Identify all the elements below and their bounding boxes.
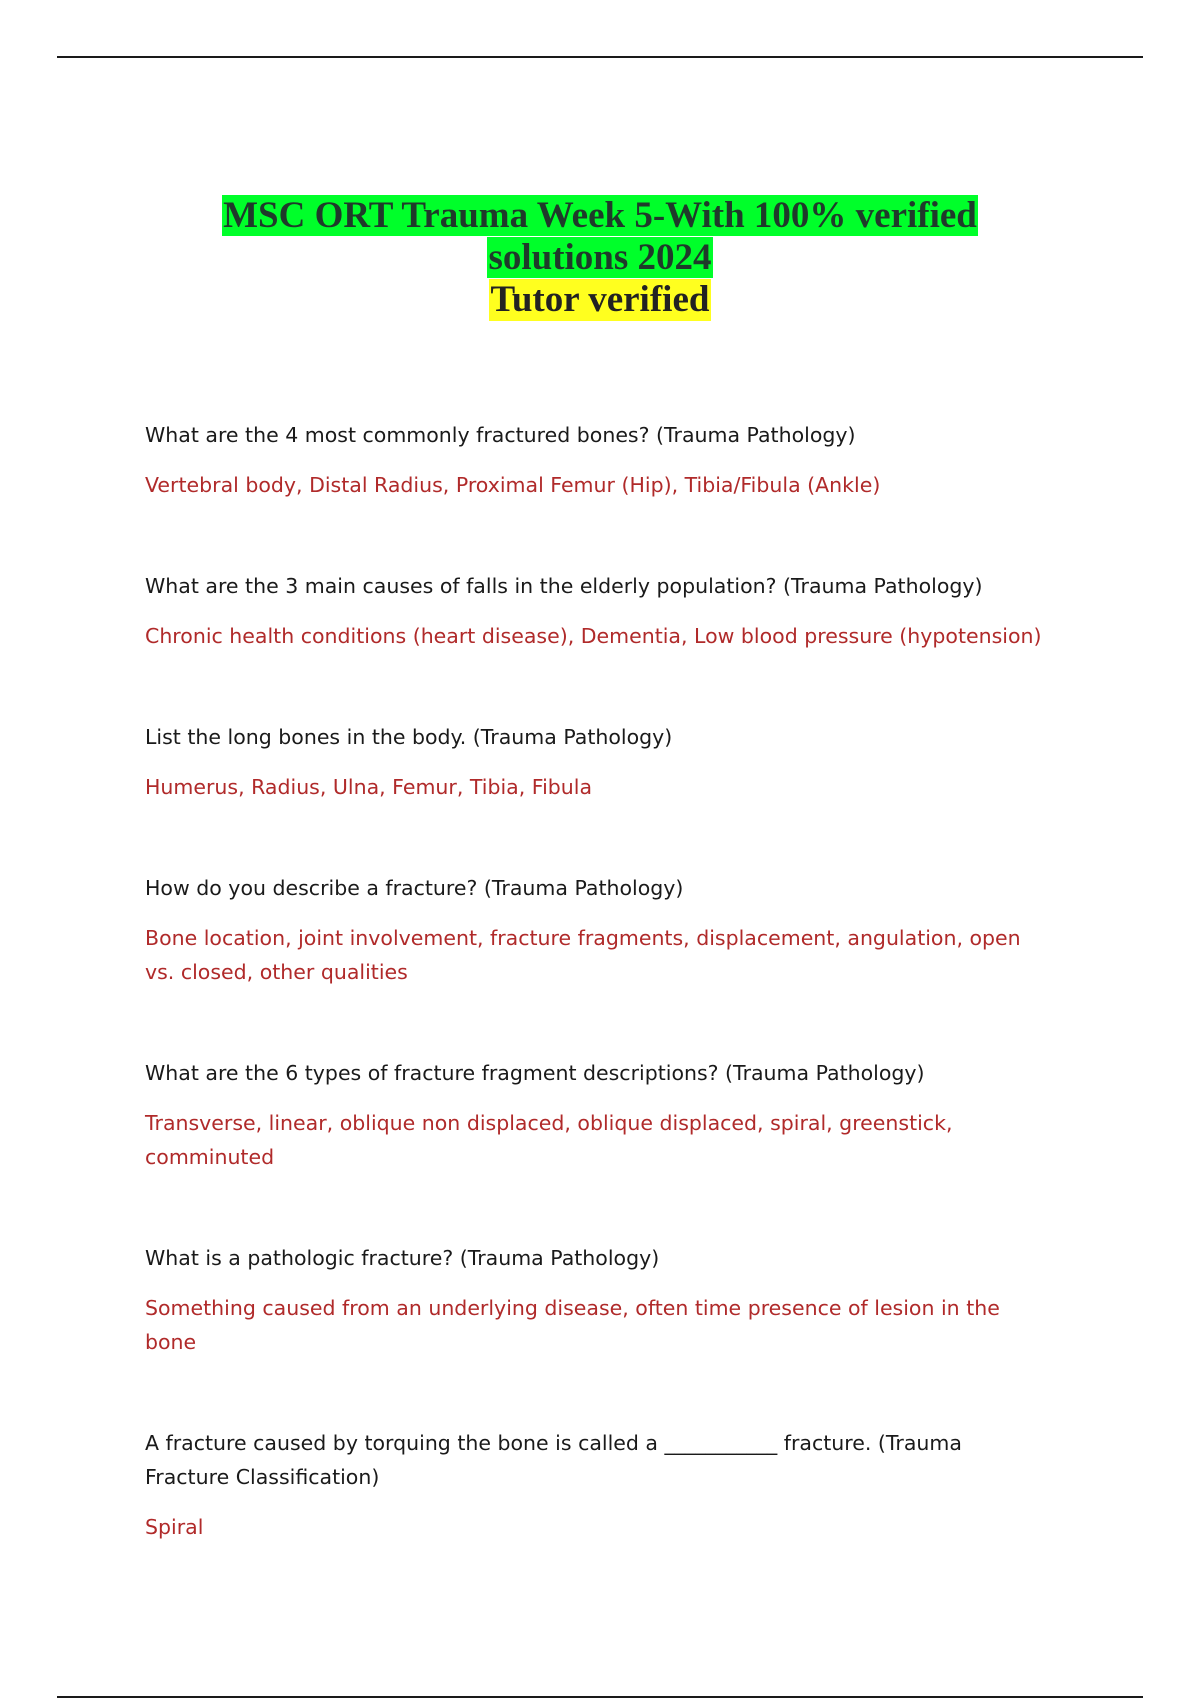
question-text: What is a pathologic fracture? (Trauma Pathology): [145, 1246, 660, 1270]
answer-text: Humerus, Radius, Ulna, Femur, Tibia, Fibula: [145, 775, 593, 799]
qa-item: [145, 1056, 1045, 1174]
answer-text: Something caused from an underlying disease, often time presence of lesion in the bone: [145, 1296, 1000, 1354]
top-rule: [57, 56, 1143, 58]
title-subtitle: Tutor verified: [490, 279, 710, 320]
answer-text: Vertebral body, Distal Radius, Proximal Femur (Hip), Tibia/Fibula (Ankle): [145, 473, 881, 497]
answer-text: Spiral: [145, 1515, 204, 1539]
question-text: What are the 3 main causes of falls in the elderly population? (Trauma Pathology): [145, 574, 983, 598]
title-line-2: solutions 2024: [488, 237, 712, 278]
qa-item: [145, 569, 1045, 653]
qa-item: [145, 418, 1045, 502]
question-text: What are the 4 most commonly fractured bones? (Trauma Pathology): [145, 423, 856, 447]
title-line-1: MSC ORT Trauma Week 5-With 100% verified: [223, 195, 977, 236]
answer-text: Chronic health conditions (heart disease), Dementia, Low blood pressure (hypotension): [145, 624, 1042, 648]
qa-item: [145, 871, 1045, 989]
question-text: A fracture caused by torquing the bone is called a ___________ fracture. (Trauma Fracture Classification): [145, 1431, 962, 1489]
answer-text: Bone location, joint involvement, fracture fragments, displacement, angulation, open vs. closed, other qualities: [145, 926, 1021, 984]
qa-item: [145, 1241, 1045, 1359]
qa-item: [145, 720, 1045, 804]
bottom-rule: [57, 1696, 1143, 1698]
answer-text: Transverse, linear, oblique non displaced, oblique displaced, spiral, greenstick, comminuted: [145, 1111, 953, 1169]
question-text: List the long bones in the body. (Trauma Pathology): [145, 725, 673, 749]
question-text: What are the 6 types of fracture fragment descriptions? (Trauma Pathology): [145, 1061, 925, 1085]
question-text: How do you describe a fracture? (Trauma Pathology): [145, 876, 684, 900]
document-title: [0, 195, 1200, 321]
qa-list: [145, 418, 1045, 1544]
qa-item: [145, 1426, 1045, 1544]
